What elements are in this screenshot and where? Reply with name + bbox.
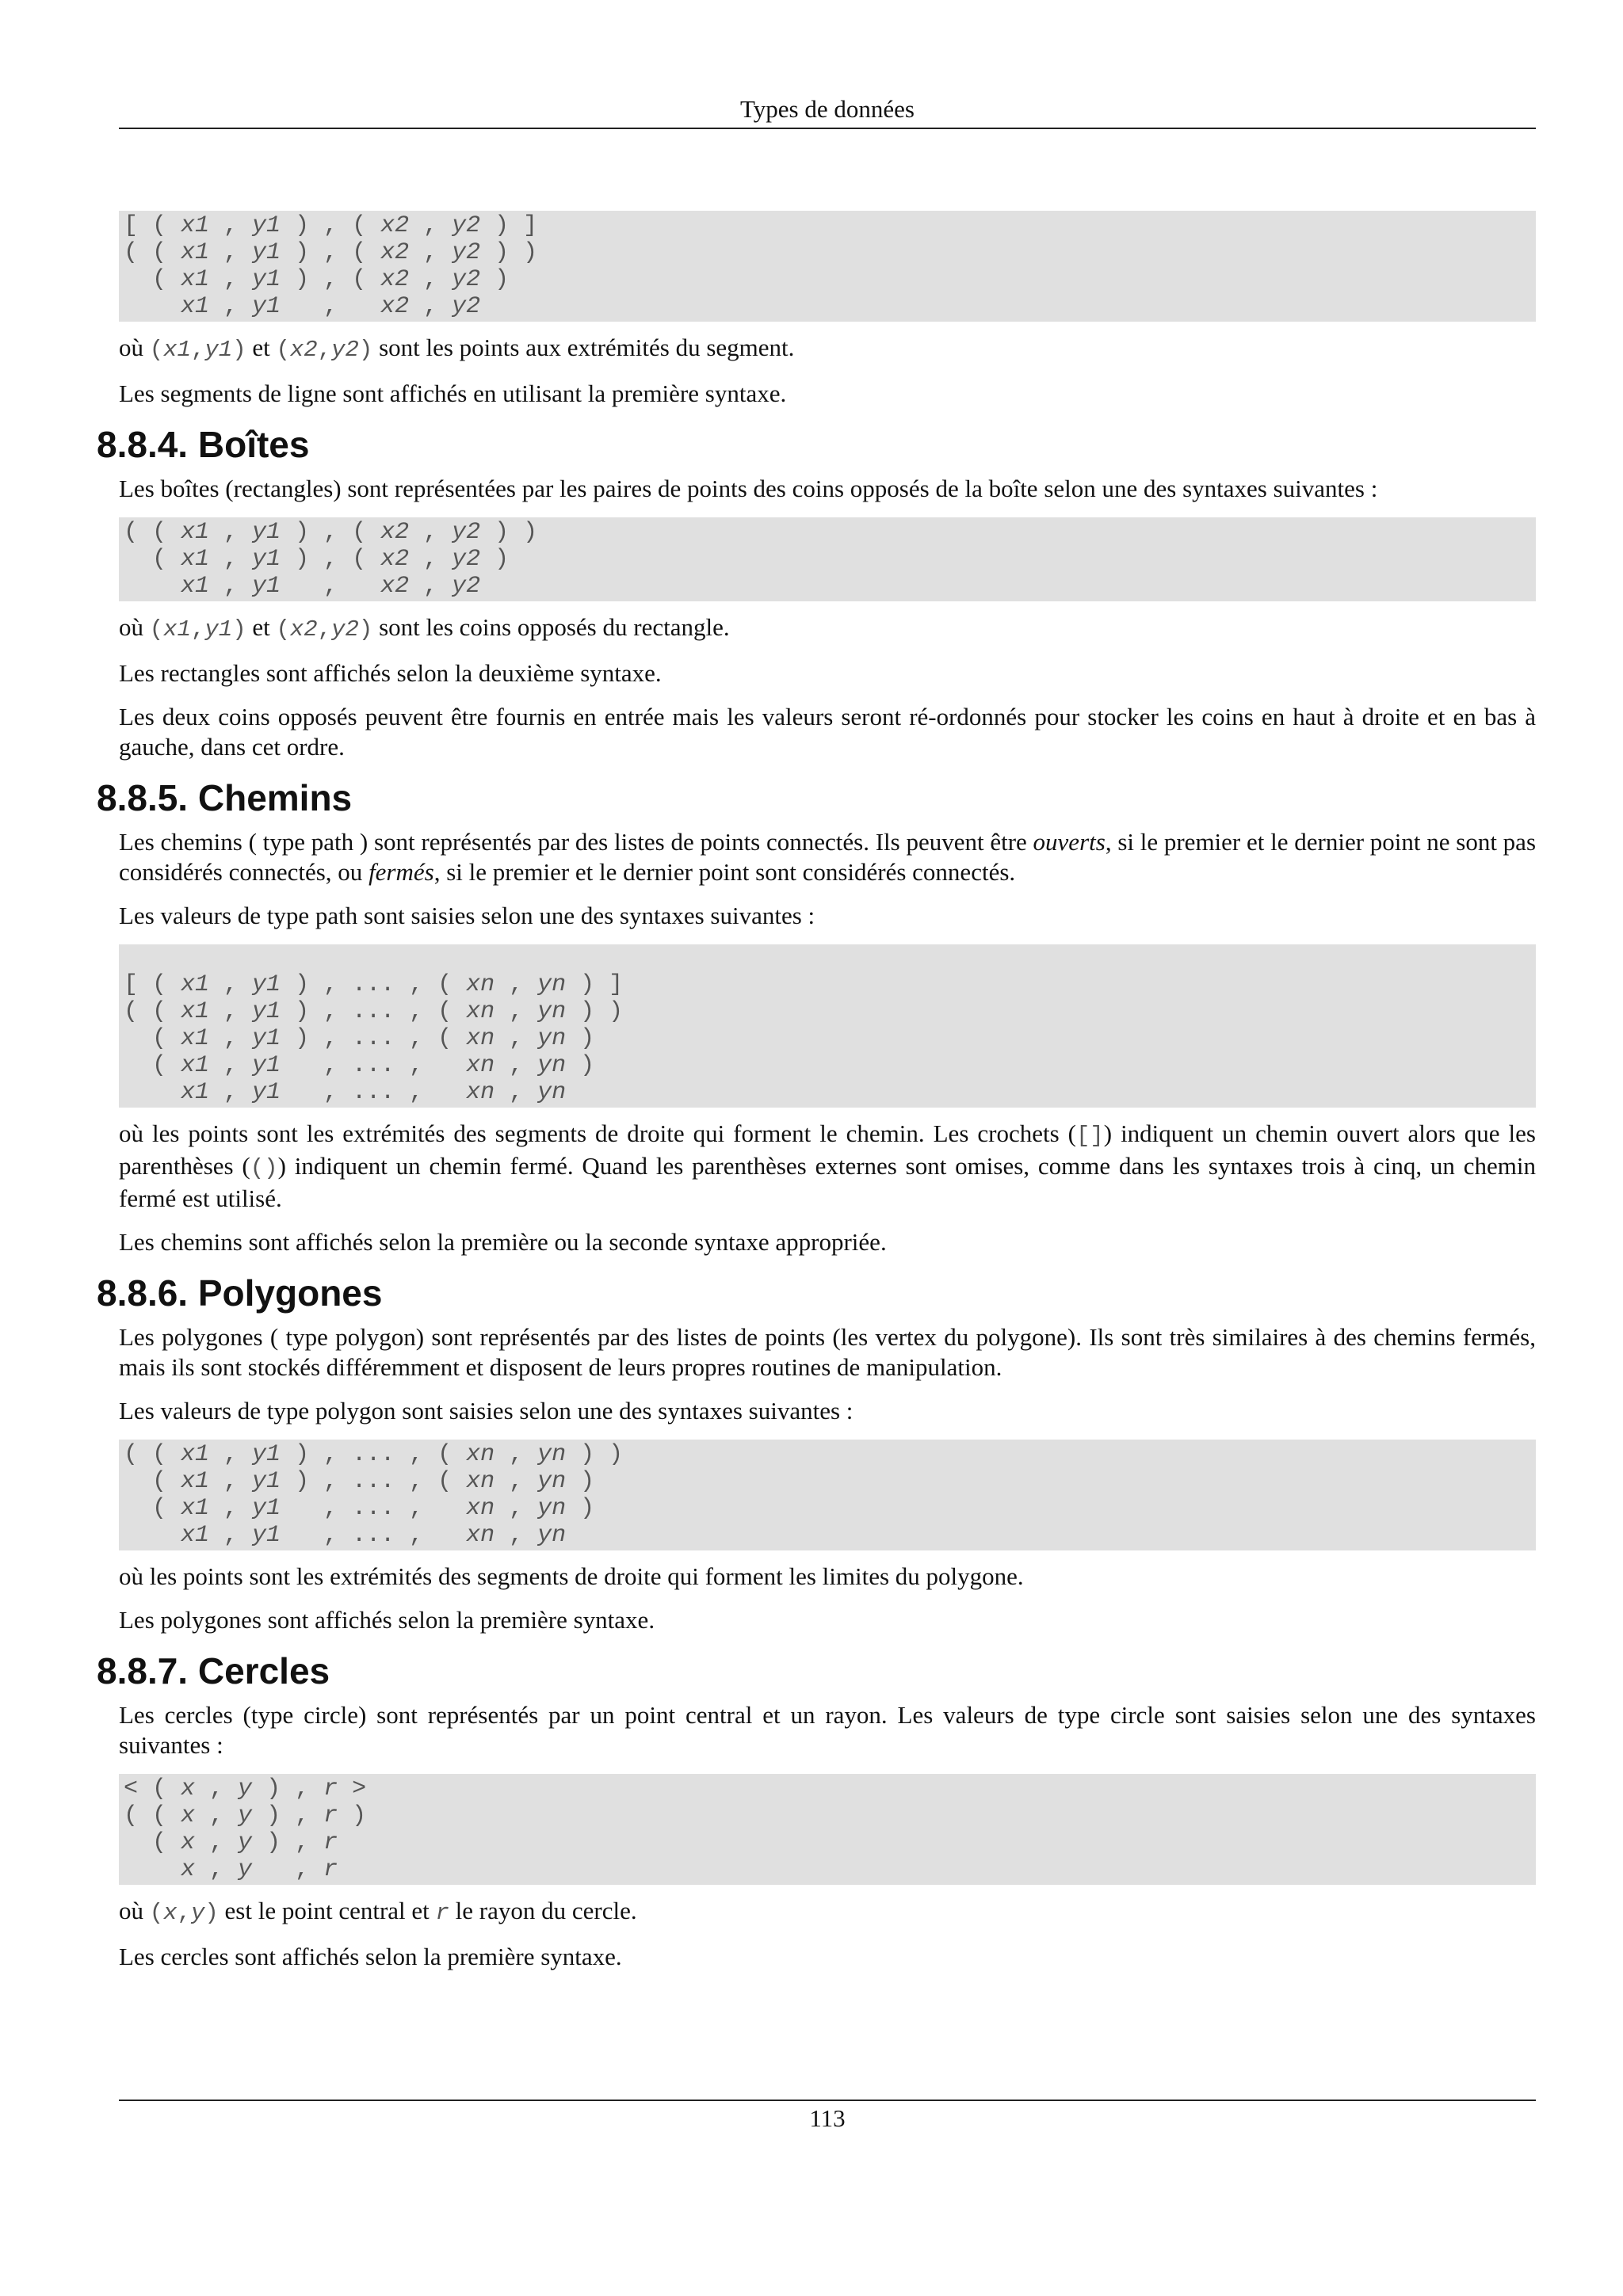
running-header: Types de données (740, 95, 915, 123)
paths-intro-paragraph: Les chemins ( type path ) sont représentés par des listes de points connectés. Ils peuvent être ouverts, si le premier et le dernier point ne sont pas considérés connectés, ou fermés, si le premier et le dernier point sont considérés connectés. (119, 828, 1537, 886)
paths-syntax-paragraph: Les valeurs de type path sont saisies selon une des syntaxes suivantes : (119, 902, 815, 929)
paths-output-paragraph: Les chemins sont affichés selon la première ou la seconde syntaxe appropriée. (119, 1228, 887, 1256)
page-content (97, 211, 1537, 1985)
paths-points-paragraph: où les points sont les extrémités des segments de droite qui forment le chemin. Les crochets ([]) indiquent un chemin ouvert alors que les parenthèses (()) indiquent un chemin fermé. Quand les parenthèses externes sont omises, comme dans les syntaxes trois à cinq, un chemin fermé est utilisé. (119, 1119, 1536, 1212)
code-block-circle-syntax: < ( x , y ) , r > ( ( x , y ) , r ) ( x , y ) , r x , y , r (119, 1774, 1536, 1885)
segment-endpoints-paragraph: où (x1,y1) et (x2,y2) sont les points aux extrémités du segment. (119, 334, 795, 363)
inline-code: (x1,y1) (149, 337, 246, 363)
boxes-corners-paragraph: où (x1,y1) et (x2,y2) sont les coins opposés du rectangle. (119, 613, 730, 643)
code-block-polygon-syntax: ( ( x1 , y1 ) , ... , ( xn , yn ) ) ( x1 , y1 ) , ... , ( xn , yn ) ( x1 , y1 , ... , xn , yn ) x1 , y1 , ... , xn , yn (119, 1440, 1536, 1550)
header-rule (119, 128, 1536, 129)
inline-code: () (250, 1155, 278, 1181)
inline-code: (x2,y2) (276, 337, 373, 363)
section-heading-boxes: 8.8.4. Boîtes (97, 424, 310, 465)
code-block-path-syntax: [ ( x1 , y1 ) , ... , ( xn , yn ) ] ( ( x1 , y1 ) , ... , ( xn , yn ) ) ( x1 , y1 ) , ... , ( xn , yn ) ( x1 , y1 , ... , xn , yn ) x1 , y1 , ... , xn , yn (119, 944, 1536, 1108)
page-number: 113 (809, 2104, 846, 2132)
section-heading-paths: 8.8.5. Chemins (97, 777, 353, 818)
section-heading-circles: 8.8.7. Cercles (97, 1650, 330, 1691)
boxes-output-paragraph: Les rectangles sont affichés selon la deuxième syntaxe. (119, 659, 662, 687)
polygons-points-paragraph: où les points sont les extrémités des segments de droite qui forment les limites du polygone. (119, 1562, 1024, 1590)
inline-code: (x,y) (149, 1900, 219, 1926)
boxes-reorder-paragraph: Les deux coins opposés peuvent être fournis en entrée mais les valeurs seront ré-ordonnés pour stocker les coins en haut à droite et en bas à gauche, dans cet ordre. (119, 703, 1536, 761)
inline-code: (x1,y1) (149, 616, 246, 643)
polygons-syntax-paragraph: Les valeurs de type polygon sont saisies selon une des syntaxes suivantes : (119, 1397, 854, 1425)
inline-code: (x2,y2) (276, 616, 373, 643)
segment-output-paragraph: Les segments de ligne sont affichés en utilisant la première syntaxe. (119, 379, 787, 407)
footer-rule (119, 2100, 1536, 2101)
polygons-intro-paragraph: Les polygones ( type polygon) sont représentés par des listes de points (les vertex du polygone). Ils sont très similaires à des chemins fermés, mais ils sont stockés différemment et disposent de leurs propres routines de manipulation. (119, 1323, 1536, 1381)
inline-code: [] (1075, 1123, 1104, 1149)
circles-center-paragraph: où (x,y) est le point central et r le rayon du cercle. (119, 1897, 637, 1926)
inline-code: r (435, 1900, 449, 1926)
circles-output-paragraph: Les cercles sont affichés selon la première syntaxe. (119, 1943, 622, 1970)
circles-intro-paragraph: Les cercles (type circle) sont représentés par un point central et un rayon. Les valeurs de type circle sont saisies selon une des syntaxes suivantes : (119, 1701, 1536, 1759)
code-block-box-syntax: ( ( x1 , y1 ) , ( x2 , y2 ) ) ( x1 , y1 ) , ( x2 , y2 ) x1 , y1 , x2 , y2 (119, 517, 1536, 601)
polygons-output-paragraph: Les polygones sont affichés selon la première syntaxe. (119, 1606, 655, 1634)
code-block-segment-syntax: [ ( x1 , y1 ) , ( x2 , y2 ) ] ( ( x1 , y1 ) , ( x2 , y2 ) ) ( x1 , y1 ) , ( x2 , y2 ) x1 , y1 , x2 , y2 (119, 211, 1536, 322)
section-heading-polygons: 8.8.6. Polygones (97, 1272, 383, 1314)
boxes-intro-paragraph: Les boîtes (rectangles) sont représentées par les paires de points des coins opposés de la boîte selon une des syntaxes suivantes : (119, 475, 1378, 502)
